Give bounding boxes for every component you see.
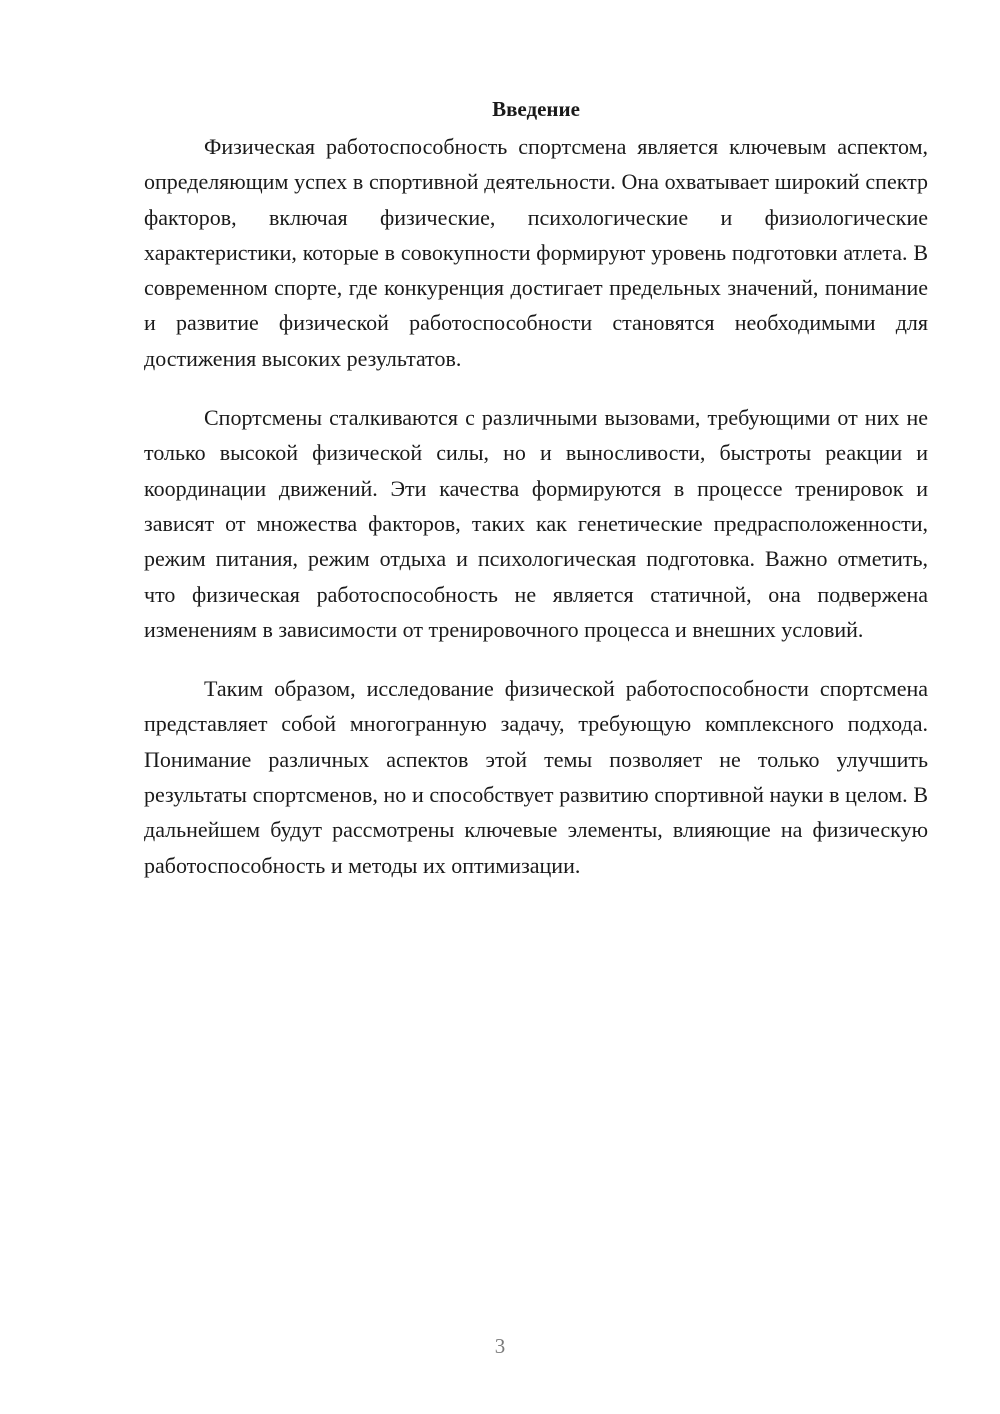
paragraph-1: Физическая работоспособность спортсмена является ключевым аспектом, определяющим успех в спортивной деятельности. Она охватывает широкий спектр факторов, включая физические, психологические и физиологические характеристики, которые в совокупности формируют уровень подготовки атлета. В современном спорте, где конкуренция достигает предельных значений, понимание и развитие физической работоспособности становятся необходимыми для достижения высоких результатов. <box>144 134 928 371</box>
section-title: Введение <box>492 97 580 121</box>
document-body <box>144 92 928 907</box>
page-number: 3 <box>494 1334 506 1358</box>
paragraph-3: Таким образом, исследование физической работоспособности спортсмена представляет собой многогранную задачу, требующую комплексного подхода. Понимание различных аспектов этой темы позволяет не только улучшить результаты спортсменов, но и способствует развитию спортивной науки в целом. В дальнейшем будут рассмотрены ключевые элементы, влияющие на физическую работоспособность и методы их оптимизации. <box>144 676 928 878</box>
paragraph-2: Спортсмены сталкиваются с различными вызовами, требующими от них не только высокой физической силы, но и выносливости, быстроты реакции и координации движений. Эти качества формируются в процессе тренировок и зависят от множества факторов, таких как генетические предрасположенности, режим питания, режим отдыха и психологическая подготовка. Важно отметить, что физическая работоспособность не является статичной, она подвержена изменениям в зависимости от тренировочного процесса и внешних условий. <box>144 405 928 642</box>
